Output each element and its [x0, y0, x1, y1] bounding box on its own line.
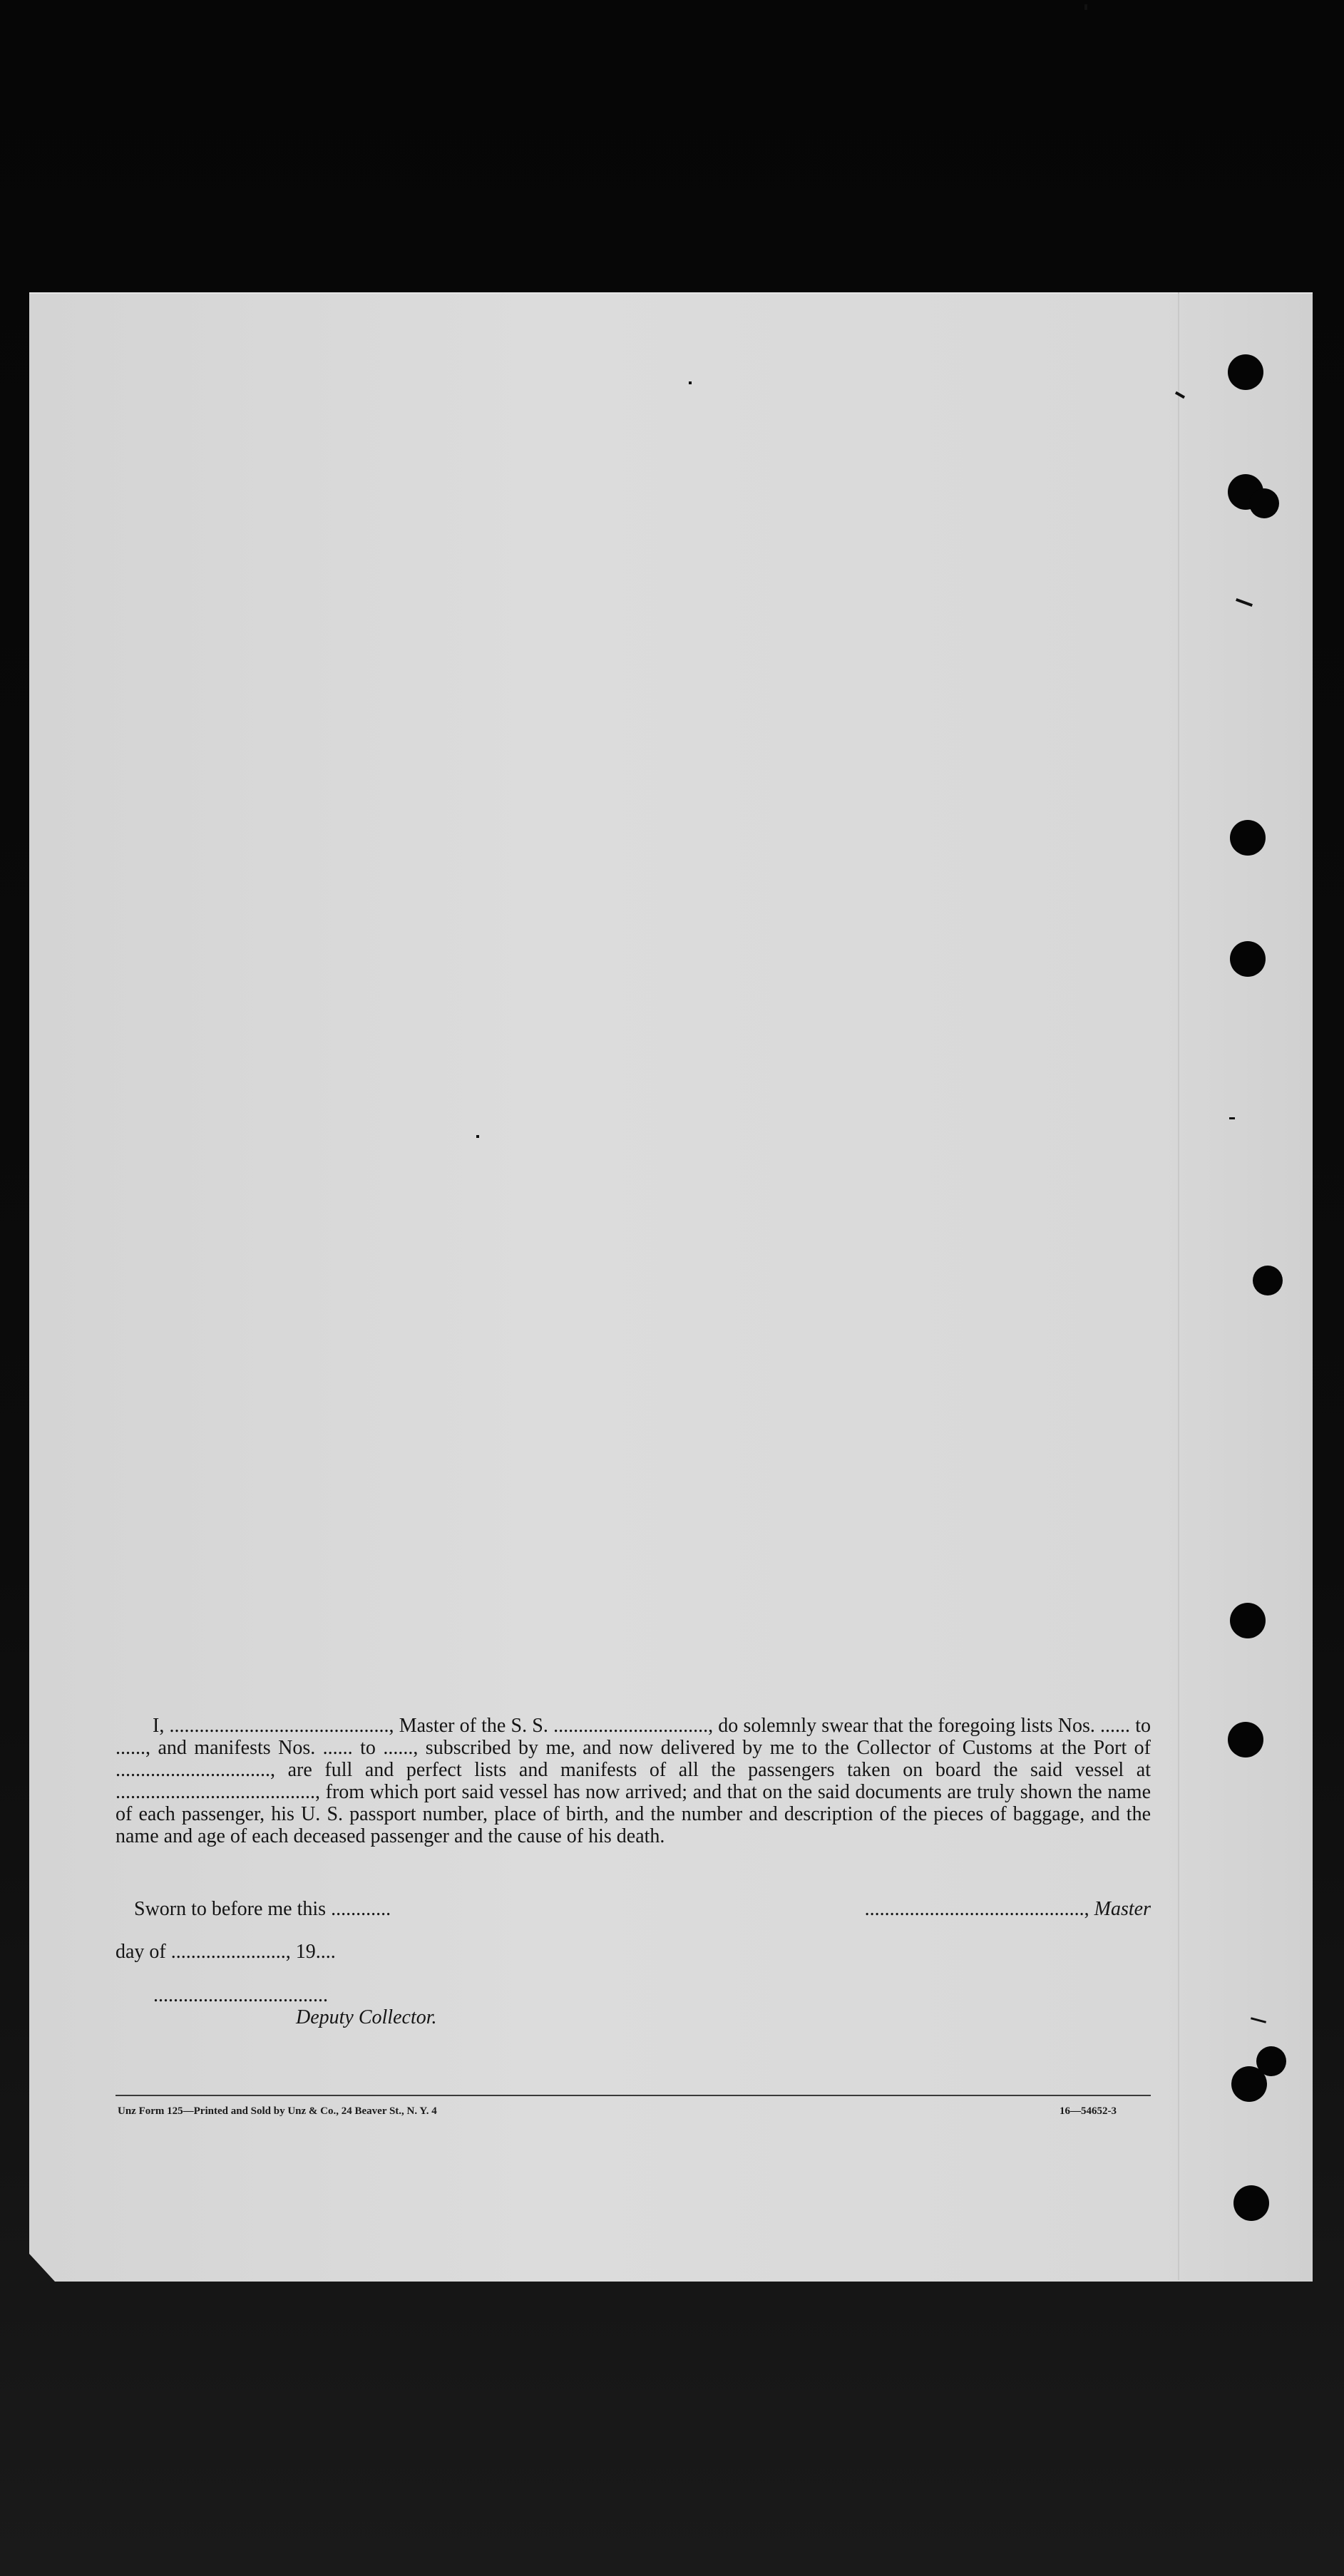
footer-rule: [116, 2095, 1151, 2096]
master-signature: [865, 1898, 1151, 1920]
deputy-collector-dots: ...................................: [153, 1984, 328, 2006]
scan-speck: [476, 1135, 479, 1138]
punch-hole: [1230, 820, 1266, 856]
paper-fold-line: [1178, 292, 1179, 2280]
punch-hole: [1230, 1603, 1266, 1638]
scan-speck: [1229, 1117, 1235, 1119]
punch-hole: [1231, 2066, 1267, 2102]
oath-paragraph: [116, 1715, 1151, 1847]
punch-hole: [1233, 2185, 1269, 2221]
punch-hole: [1228, 1722, 1263, 1757]
form-number: 16—54652-3: [1060, 2105, 1117, 2117]
punch-hole: [1228, 354, 1263, 390]
oath-text: I, ............................................, Master of the S. S. ..............................., do solemnly swear that the foregoing lists Nos. ...... to ......, and manifests Nos. ...... to ......, subscribed by me, and now delivered by me to the Collector of Customs at the Port of ..............................., are full and perfect lists and manifests of all the passengers taken on board the said vessel at ........................................, from which port said vessel has now arrived; and that on the said documents are truly shown the name of each passenger, his U. S. passport number, place of birth, and the number and description of the pieces of baggage, and the name and age of each deceased passenger and the cause of his death.: [116, 1715, 1151, 1847]
punch-hole: [1230, 941, 1266, 977]
punch-hole: [1253, 1266, 1283, 1295]
scan-speck: [1084, 4, 1087, 10]
form-page: [29, 292, 1313, 2282]
master-dots: ............................................,: [864, 1898, 1089, 1920]
scan-speck: [689, 381, 692, 384]
master-label: Master: [1094, 1898, 1151, 1920]
sworn-line: Sworn to before me this ............: [134, 1898, 391, 1920]
printer-imprint: Unz Form 125—Printed and Sold by Unz & Co., 24 Beaver St., N. Y. 4: [118, 2105, 437, 2117]
day-line: day of ......................., 19....: [116, 1941, 336, 1963]
punch-hole: [1249, 488, 1279, 518]
deputy-collector-label: Deputy Collector.: [296, 2006, 437, 2028]
